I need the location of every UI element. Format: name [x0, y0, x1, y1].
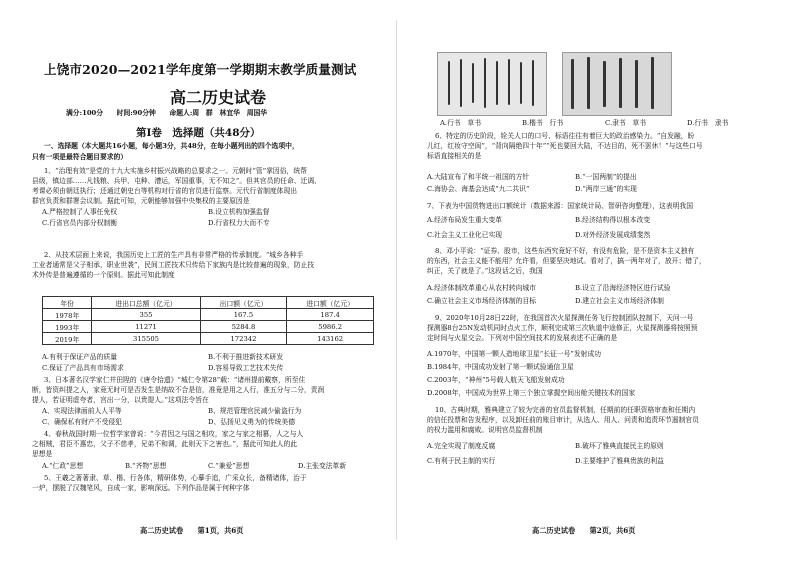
q6-option-c: C.海协会、海基会达成“九二共识” — [427, 185, 530, 193]
q8-option-a: A.经济体制改革重心从农村转向城市 — [427, 284, 537, 292]
q7-option-a: A.经济布局发生重大变革 — [427, 216, 503, 224]
q7-option-c: C.社会主义工业化已实现 — [427, 231, 503, 239]
table-cell: 187.4 — [287, 309, 374, 321]
q8-line: 8、邓小平说：“证券、股市，这些东西究竟好不好，有没有危险，是不是资本主义独有 — [435, 247, 695, 255]
exam-meta: 满分:100分 时间:90分钟 命题人:周 群 林宜华 周国华 — [66, 109, 268, 117]
section-heading: 第Ⅰ卷 选择题（共48分） — [136, 127, 261, 139]
q5-line: 5、王羲之著著隶、草、楷、行各体，精研体势，心摹手追，广采众长，备精诸体，治于 — [44, 474, 307, 482]
q5-option-d: D.行书 隶书 — [687, 119, 729, 127]
q9-option-a: A.1970年，中国第一颗人造地球卫星“长征一号”发射成功 — [427, 350, 602, 358]
q3-option-c: C、确保私有财产不受侵犯 — [42, 418, 122, 426]
table-header-row — [43, 297, 374, 309]
q4-option-c: C.“兼爱”思想 — [208, 462, 250, 470]
q3-line: 断，皆资纠提之人，家竟无时可是否发生是纳故不合是信，准竟是用之人行，准五分与二分，责润 — [32, 386, 325, 394]
q8-option-b: B.设立了沿海经济特区进行试验 — [575, 284, 671, 292]
q2-option-a: A.有利于保证产品的质量 — [42, 353, 118, 361]
q2-line: 工业者通常是父子相承，职业世袭”，民间工匠技术只传给下家族内是比较普遍的现象，防止技 — [32, 261, 315, 269]
q7-line: 7、下表为中国货物进出口额统计（数据来源：国家统计局、智研咨询整理），这表明我国 — [427, 202, 694, 210]
q10-option-d: D.主要维护了雅典贵族的利益 — [575, 457, 664, 465]
table-header: 进口额（亿元） — [287, 297, 374, 309]
q10-line: 的权力滥用和腐败。说明官员监督机制 — [427, 426, 543, 434]
table-row — [43, 321, 374, 333]
table-header: 年份 — [43, 297, 92, 309]
q9-option-d: D.2008年，中国成为世界上第三个独立掌握空间出舱关键技术的国家 — [427, 389, 636, 397]
q5-option-b: B.楷书 行书 — [522, 119, 564, 127]
q1-option-d: D.行省权力大而不专 — [208, 219, 270, 227]
table-row — [43, 309, 374, 321]
q1-line: 群官负责和群署会议制。据此可知，元朝能够加强中央集权的主要原因是 — [32, 197, 250, 205]
table-cell: 2019年 — [43, 333, 92, 345]
q1-line: 考课必须由朝廷执行；还通过朝史台等机构对行省的官员进行监察。元代行省制度体现出 — [32, 187, 298, 195]
q6-line: 6、特定的历史阶段，铨关人口的口号、标语往往有着巨大的政治感染力。“自发融，盼 — [435, 132, 695, 140]
q5-option-c: C.隶书 草书 — [605, 119, 647, 127]
q6-option-d: D.“两岸三通”的实现 — [575, 185, 637, 193]
q4-line: 4、春秋战国时期一位哲学家曾说：“今君因之与国之相攻，家之与家之相篡，人之与人 — [44, 430, 304, 438]
q10-option-a: A.完全实现了制度反腐 — [427, 442, 496, 450]
table-cell: 315505 — [92, 333, 200, 345]
q7-option-d: D.对外经济发展成绩斐然 — [575, 231, 651, 239]
q10-line: 10、古典时期，雅典建立了较为完善的官员监督机制，任期前的任职资格审查和任期内 — [435, 406, 696, 414]
instructions-line: 一、选择题（本大题共16小题，每小题3分，共48分，在每小题列出的四个选项中， — [44, 142, 299, 150]
q5-line: 一炉，摆脱了汉魏笔风，自成一家，影响深远。下列作品是属于何种字体 — [32, 484, 250, 492]
trade-table — [42, 296, 374, 345]
q6-line: 儿红，红妆守空闺”，“背向隔绝四十年”“死也要回大陆，不达目的，死不罢休！”与这些口号 — [427, 142, 703, 150]
q8-option-c: C.确立社会主义市场经济体制的目标 — [427, 297, 537, 305]
exam-title: 上饶市2020—2021学年度第一学期期末教学质量测试 — [44, 62, 357, 77]
table-cell: 355 — [92, 309, 200, 321]
q4-option-d: D.主张变法革新 — [298, 462, 347, 470]
q3-line: 提人，若证明虚夸者，宫出一分，以贵提人。”这项法令旨在 — [32, 396, 209, 404]
q7-option-b: B.经济结构得以根本改变 — [575, 216, 651, 224]
q8-option-d: D.建立社会主义市场经济体制 — [575, 297, 664, 305]
table-cell: 5986.2 — [287, 321, 374, 333]
page-footer: 高二历史试卷 第2页，共6页 — [532, 526, 636, 535]
q2-option-b: B.不利于推进新技术研发 — [208, 353, 284, 361]
q4-line: 之相贼，君臣不惠忠，父子不慈孝，兄弟不和调，此则天下之害也。”，据此可知此人的此 — [32, 440, 298, 448]
table-cell: 5284.8 — [200, 321, 287, 333]
q10-line: 的信任投票和告发程序，以及卸任前的账目审计，从选人、用人、问责和追责环节遏制官员 — [427, 416, 699, 424]
q3-line: 3、日本著名汉学家仁井田陞的《唐令拾遗》“城仁令第28”载：“诸州提前戴察，所至住 — [44, 376, 306, 384]
table-cell: 11271 — [92, 321, 200, 333]
q6-line: 标语直接相关的是 — [427, 152, 482, 160]
q3-option-a: A、实现法律面前人人平等 — [42, 407, 122, 415]
q2-line: 术外传是普遍遵循的一个原则。据此可知此制度 — [32, 271, 175, 279]
q1-option-b: B.设立机构加强监督 — [208, 208, 270, 216]
q10-option-c: C.有利于民主制的实行 — [427, 457, 496, 465]
q9-line: 定时间与火星交会。下列对中国空间技术的发展表述不正确的是 — [427, 334, 618, 342]
q9-option-c: C.2003年，“神州”5号载人航天飞船发射成功 — [427, 376, 565, 384]
q6-option-a: A.大陆宣布了和平统一祖国的方针 — [427, 173, 530, 181]
q3-option-d: D、弘扬见义勇为的传统美德 — [208, 418, 296, 426]
calligraphy-image-1 — [437, 52, 547, 116]
table-cell: 167.5 — [200, 309, 287, 321]
q9-line: 9、2020年10月28日22时，在我国首次火星探测任务飞行控制团队控制下，天问一号 — [435, 314, 694, 322]
q1-line: 1、“治理有效”是党的十九大实施乡村振兴战略的总要求之一。元朝时“管”掌因俗，统帮 — [44, 167, 307, 175]
q8-line: 纠正，关了就是了。”这段话之后，我国 — [427, 267, 543, 275]
table-row — [43, 333, 374, 345]
q3-option-b: B、规范管理官民减少偷盗行为 — [208, 407, 302, 415]
q8-line: 的东西，社会主义能不能用？允许看，但要坚决地试。看对了，搞一两年对了，放开；错了， — [427, 257, 706, 265]
q1-option-c: C.行省官员内部分权制衡 — [42, 219, 118, 227]
calligraphy-image-2 — [562, 52, 672, 116]
table-cell: 143162 — [287, 333, 374, 345]
table-cell: 172342 — [200, 333, 287, 345]
q2-line: 2、从技术层面上来说，我国历史上工匠的生产具有非常严格的传承制度。“城乡各种手 — [44, 251, 304, 259]
table-cell: 1978年 — [43, 309, 92, 321]
q5-option-a: A.行书 草书 — [440, 119, 482, 127]
instructions-line: 只有一项是最符合题目要求的） — [32, 153, 128, 161]
q1-option-a: A.严格控制了人事任免权 — [42, 208, 118, 216]
q4-option-b: B.“齐物”思想 — [125, 462, 167, 470]
table-header: 出口额（亿元） — [200, 297, 287, 309]
page-footer: 高二历史试卷 第1页，共6页 — [140, 526, 244, 535]
q1-line: 县级，镇边部……凡钱粮、兵甲、屯种、漕运，军国重事，无不知之”。但其官员的任命、迁调、 — [32, 177, 321, 185]
exam-subtitle: 高二历史试卷 — [170, 88, 267, 107]
q9-line: 探测器8台25N发动机同时点火工作，顺利完成第三次轨道中途修正，火星探测器将按照预 — [427, 324, 698, 332]
q2-option-d: D.容易导致工艺技术失传 — [208, 364, 284, 372]
q2-option-c: C.保证了产品具有市场需求 — [42, 364, 124, 372]
right-page — [397, 0, 794, 561]
table-header: 进出口总额（亿元） — [92, 297, 200, 309]
q4-option-a: A.“仁政”思想 — [42, 462, 84, 470]
table-cell: 1993年 — [43, 321, 92, 333]
q10-option-b: B.破坏了雅典直接民主的原则 — [575, 442, 664, 450]
q4-line: 思想是 — [32, 450, 53, 458]
q9-option-b: B.1984年，中国成功发射了第一颗试验通信卫星 — [427, 363, 574, 371]
q6-option-b: B.“一国两制”的提出 — [575, 173, 637, 181]
